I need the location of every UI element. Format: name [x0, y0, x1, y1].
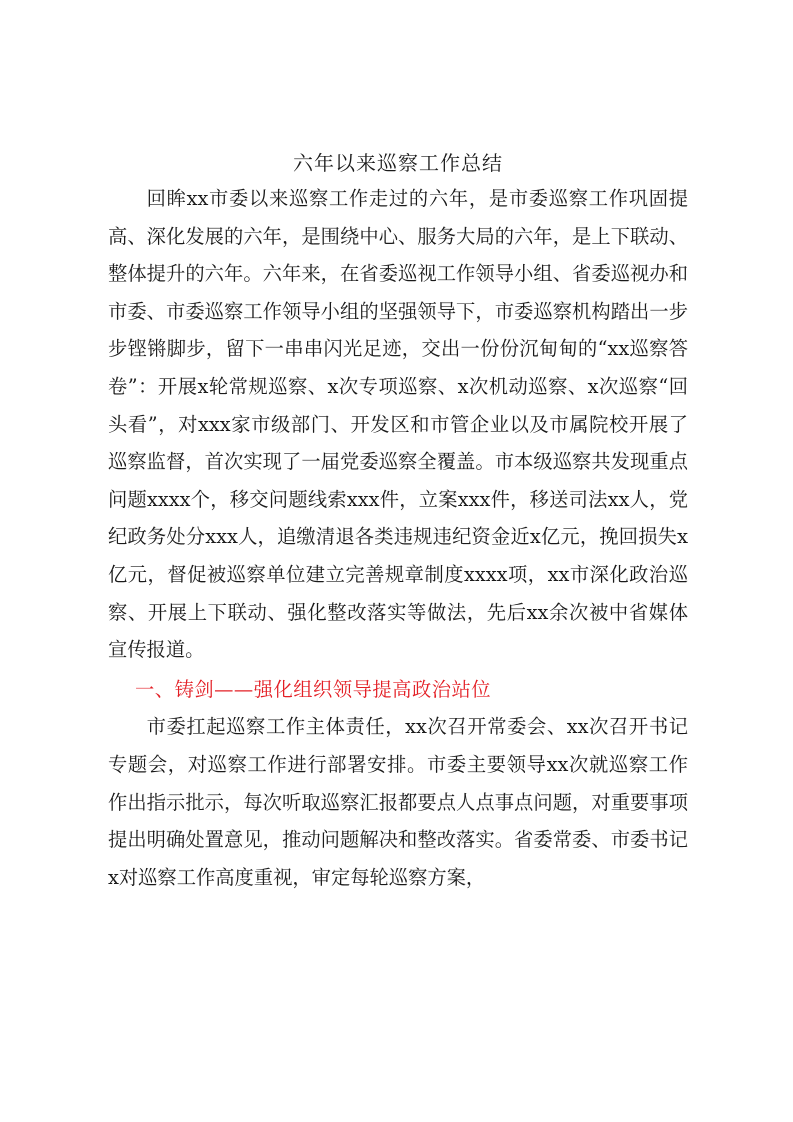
- document-body: [108, 148, 688, 896]
- section-1-paragraph: 市委扛起巡察工作主体责任，xx次召开常委会、xx次召开书记专题会，对巡察工作进行部署安排。市委主要领导xx次就巡察工作作出指示批示，每次听取巡察汇报都要点人点事点问题，对重要事项提出明确处置意见，推动问题解决和整改落实。省委常委、市委书记x对巡察工作高度重视，审定每轮巡察方案，: [108, 715, 688, 889]
- section-1-heading: 一、铸剑——强化组织领导提高政治站位: [135, 677, 492, 701]
- document-title: 六年以来巡察工作总结: [293, 151, 503, 175]
- intro-paragraph: 回眸xx市委以来巡察工作走过的六年，是市委巡察工作巩固提高、深化发展的六年，是围绕中心、服务大局的六年，是上下联动、整体提升的六年。六年来，在省委巡视工作领导小组、省委巡视办和市委、市委巡察工作领导小组的坚强领导下，市委巡察机构踏出一步步铿锵脚步，留下一串串闪光足迹，交出一份份沉甸甸的“xx巡察答卷”：开展x轮常规巡察、x次专项巡察、x次机动巡察、x次巡察“回头看”，对xxx家市级部门、开发区和市管企业以及市属院校开展了巡察监督，首次实现了一届党委巡察全覆盖。市本级巡察共发现重点问题xxxx个，移交问题线索xxx件，立案xxx件，移送司法xx人，党纪政务处分xxx人，追缴清退各类违规违纪资金近x亿元，挽回损失x亿元，督促被巡察单位建立完善规章制度xxxx项，xx市深化政治巡察、开展上下联动、强化整改落实等做法，先后xx余次被中省媒体宣传报道。: [108, 187, 688, 662]
